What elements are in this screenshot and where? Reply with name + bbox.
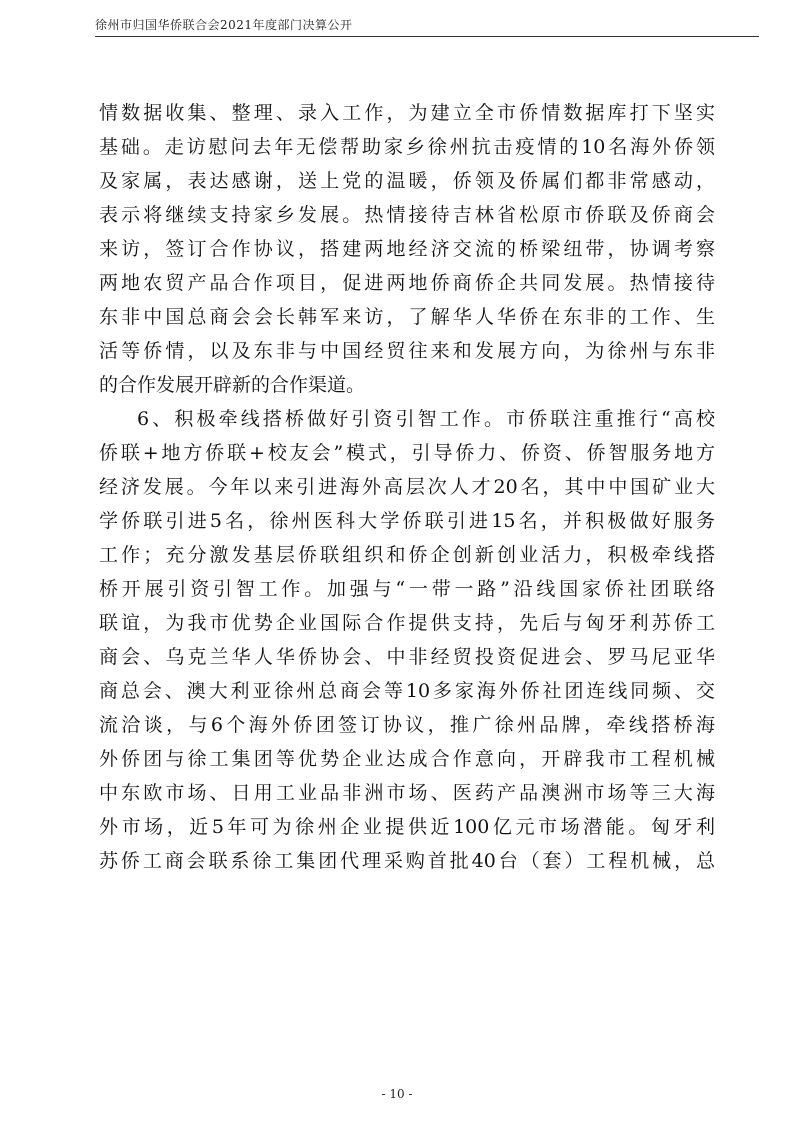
body-line: 商会、乌克兰华人华侨协会、中非经贸投资促进会、罗马尼亚华: [99, 646, 715, 668]
body-line: 苏侨工商会联系徐工集团代理采购首批40台（套）工程机械，总: [99, 850, 715, 872]
body-line: 两地农贸产品合作项目，促进两地侨商侨企共同发展。热情接待: [99, 272, 715, 294]
body-line: 情数据收集、整理、录入工作，为建立全市侨情数据库打下坚实: [99, 102, 715, 124]
body-line: 联谊，为我市优势企业国际合作提供支持，先后与匈牙利苏侨工: [99, 612, 715, 634]
body-line: 商总会、澳大利亚徐州总商会等10多家海外侨社团连线同频、交: [99, 680, 715, 702]
page-number: - 10 -: [381, 1087, 413, 1101]
body-line: 外市场，近5年可为徐州企业提供近100亿元市场潜能。匈牙利: [99, 816, 715, 838]
body-line: 侨联+地方侨联+校友会”模式，引导侨力、侨资、侨智服务地方: [99, 442, 715, 464]
body-line: 学侨联引进5名，徐州医科大学侨联引进15名，并积极做好服务: [99, 510, 715, 532]
body-line: 中东欧市场、日用工业品非洲市场、医药产品澳洲市场等三大海: [99, 782, 715, 804]
body-line: 桥开展引资引智工作。加强与“一带一路”沿线国家侨社团联络: [99, 578, 715, 600]
page-header: 徐州市归国华侨联合会2021年度部门决算公开: [95, 18, 353, 32]
body-line: 表示将继续支持家乡发展。热情接待吉林省松原市侨联及侨商会: [99, 204, 715, 226]
body-line: 及家属，表达感谢，送上党的温暖，侨领及侨属们都非常感动，: [99, 170, 715, 192]
body-line: 的合作发展开辟新的合作渠道。: [99, 374, 366, 396]
body-line: 来访，签订合作协议，搭建两地经济交流的桥梁纽带，协调考察: [99, 238, 715, 260]
document-body: [99, 96, 715, 878]
body-line: 外侨团与徐工集团等优势企业达成合作意向，开辟我市工程机械: [99, 748, 715, 770]
header-divider: [95, 36, 759, 37]
body-line: 工作；充分激发基层侨联组织和侨企创新创业活力，积极牵线搭: [99, 544, 715, 566]
body-line: 流洽谈，与6个海外侨团签订协议，推广徐州品牌，牵线搭桥海: [99, 714, 715, 736]
body-line: 6、积极牵线搭桥做好引资引智工作。市侨联注重推行“高校: [137, 408, 715, 430]
body-line: 经济发展。今年以来引进海外高层次人才20名，其中中国矿业大: [99, 476, 715, 498]
body-line: 东非中国总商会会长韩军来访，了解华人华侨在东非的工作、生: [99, 306, 715, 328]
body-line: 活等侨情，以及东非与中国经贸往来和发展方向，为徐州与东非: [99, 340, 715, 362]
body-line: 基础。走访慰问去年无偿帮助家乡徐州抗击疫情的10名海外侨领: [99, 136, 715, 158]
